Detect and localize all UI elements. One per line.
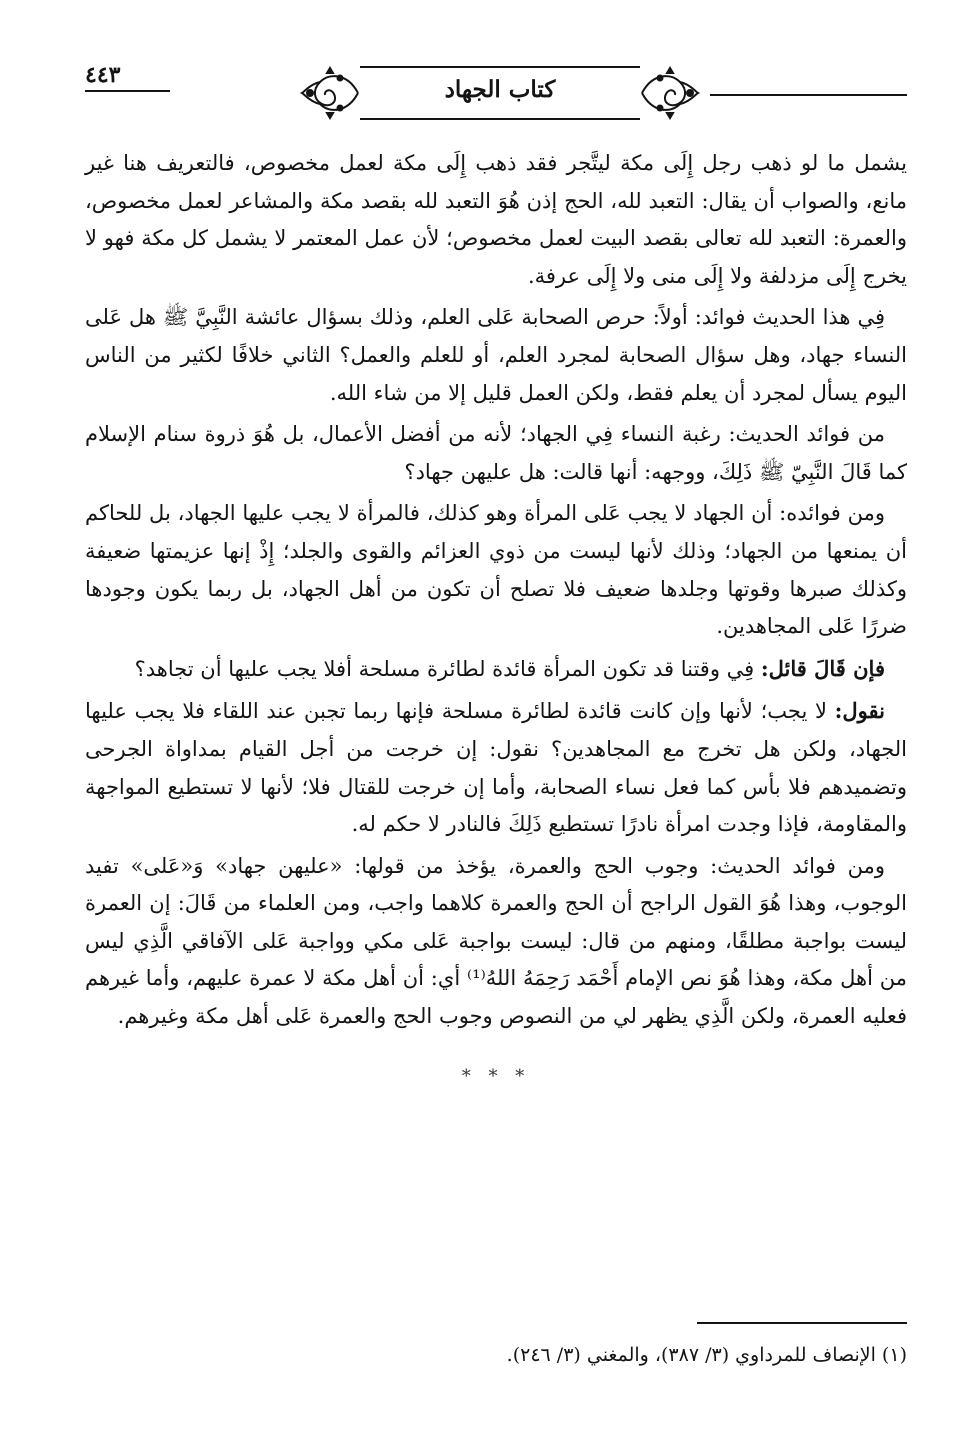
footnote: (١) الإنصاف للمرداوي (٣/ ٣٨٧)، والمغني (٣/ ٢٤٦). [506, 1344, 907, 1366]
arabesque-ornament-icon [640, 64, 700, 122]
paragraph [85, 145, 907, 295]
paragraph-text: فِي هذا الحديث فوائد: أولاً: حرص الصحابة عَلى العلم، وذلك بسؤال عائشة النَّبِيَّ ﷺ هل عَلى النساء جهاد، وهل سؤال الصحابة لمجرد العلم، أو للعلم والعمل؟ الثاني خلافًا لكثير من الناس اليوم يسأل لمجرد أن يعلم فقط، ولكن العمل قليل إلا من شاء الله. [85, 305, 907, 405]
footnote-rule [697, 1322, 907, 1324]
page-body [85, 145, 907, 1095]
header-rule-bottom [360, 118, 640, 120]
paragraph-lead: فإن قَالَ قائل: [760, 655, 885, 681]
page-header [85, 56, 907, 126]
paragraph-text: يشمل ما لو ذهب رجل إِلَى مكة ليتَّجر فقد ذهب إِلَى مكة لعمل مخصوص، فالتعريف هنا غير مانع، والصواب أن يقال: التعبد لله، الحج إذن هُوَ التعبد لله بقصد مكة والمشاعر لعمل مخصوص، والعمرة: التعبد لله تعالى بقصد البيت لعمل مخصوص؛ لأن عمل المعتمر لا يشمل كل مكة فهو لا يخرج إِلَى مزدلفة ولا إِلَى منى ولا إِلَى عرفة. [85, 151, 907, 288]
paragraph-text: من فوائد الحديث: رغبة النساء فِي الجهاد؛ لأنه من أفضل الأعمال، بل هُوَ ذروة سنام الإسلام كما قَالَ النَّبِيّ ﷺ ذَلِكَ، ووجهه: أنها قالت: هل عليهن جهاد؟ [85, 422, 907, 484]
page-title: كتاب الجهاد [444, 76, 556, 103]
paragraph-text: فِي وقتنا قد تكون المرأة قائدة لطائرة مسلحة أفلا يجب عليها أن تجاهد؟ [134, 656, 761, 681]
paragraph-lead: نقول: [834, 698, 885, 724]
paragraph-text: لا يجب؛ لأنها وإن كانت قائدة لطائرة مسلحة فإنها ربما تجبن عند اللقاء فلا يجب عليها الجهاد، ولكن هل تخرج مع المجاهدين؟ نقول: إن خرجت من أجل القيام بمداواة الجرحى وتضميدهم فلا بأس كما فعل نساء الصحابة، وأما إن خرجت للقتال فلا؛ لأنها لا تستطيع المواجهة والمقاومة، فإذا وجدت امرأة نادرًا تستطيع ذَلِكَ فالنادر لا حكم له. [85, 699, 907, 837]
paragraph [85, 299, 907, 412]
paragraph [85, 692, 907, 843]
paragraph [85, 495, 907, 645]
paragraph-text: ومن فوائد الحديث: وجوب الحج والعمرة، يؤخذ من قولها: «عليهن جهاد» وَ«عَلى» تفيد الوجوب، وهذا هُوَ القول الراجح أن الحج والعمرة كلاهما واجب، ومن العلماء من قَالَ: إن العمرة ليست بواجبة مطلقًا، ومنهم من قال: ليست بواجبة عَلى مكي وواجبة عَلى الآفاقي الَّذِي ليس من أهل مكة، وهذا هُوَ نص الإمام أَحْمَد رَحِمَهُ اللهُ⁽¹⁾ أي: أن أهل مكة لا عمرة عليهم، وأما غيرهم فعليه العمرة، ولكن الَّذِي يظهر لي من النصوص وجوب الحج والعمرة عَلى أهل مكة وغيرهم. [85, 853, 908, 1029]
header-rule-top [360, 66, 640, 68]
paragraph [85, 650, 907, 689]
arabesque-ornament-icon [300, 64, 360, 122]
paragraph [85, 848, 907, 1036]
section-separator: * * * [461, 1065, 531, 1087]
paragraph-text: ومن فوائده: أن الجهاد لا يجب عَلى المرأة وهو كذلك، فالمرأة لا يجب عليها الجهاد، بل للحاكم أن يمنعها من الجهاد؛ وذلك لأنها ليست من ذوي العزائم والقوى والجلد؛ إِذْ إنها عزيمتها ضعيفة وكذلك صبرها وقوتها وجلدها ضعيف فلا تصلح أن تكون من أهل الجهاد، بل ربما يكون وجودها ضررًا عَلى المجاهدين. [85, 501, 907, 639]
header-rule-right [710, 94, 907, 96]
paragraph [85, 416, 907, 491]
page-number: ٤٤٣ [85, 62, 170, 92]
